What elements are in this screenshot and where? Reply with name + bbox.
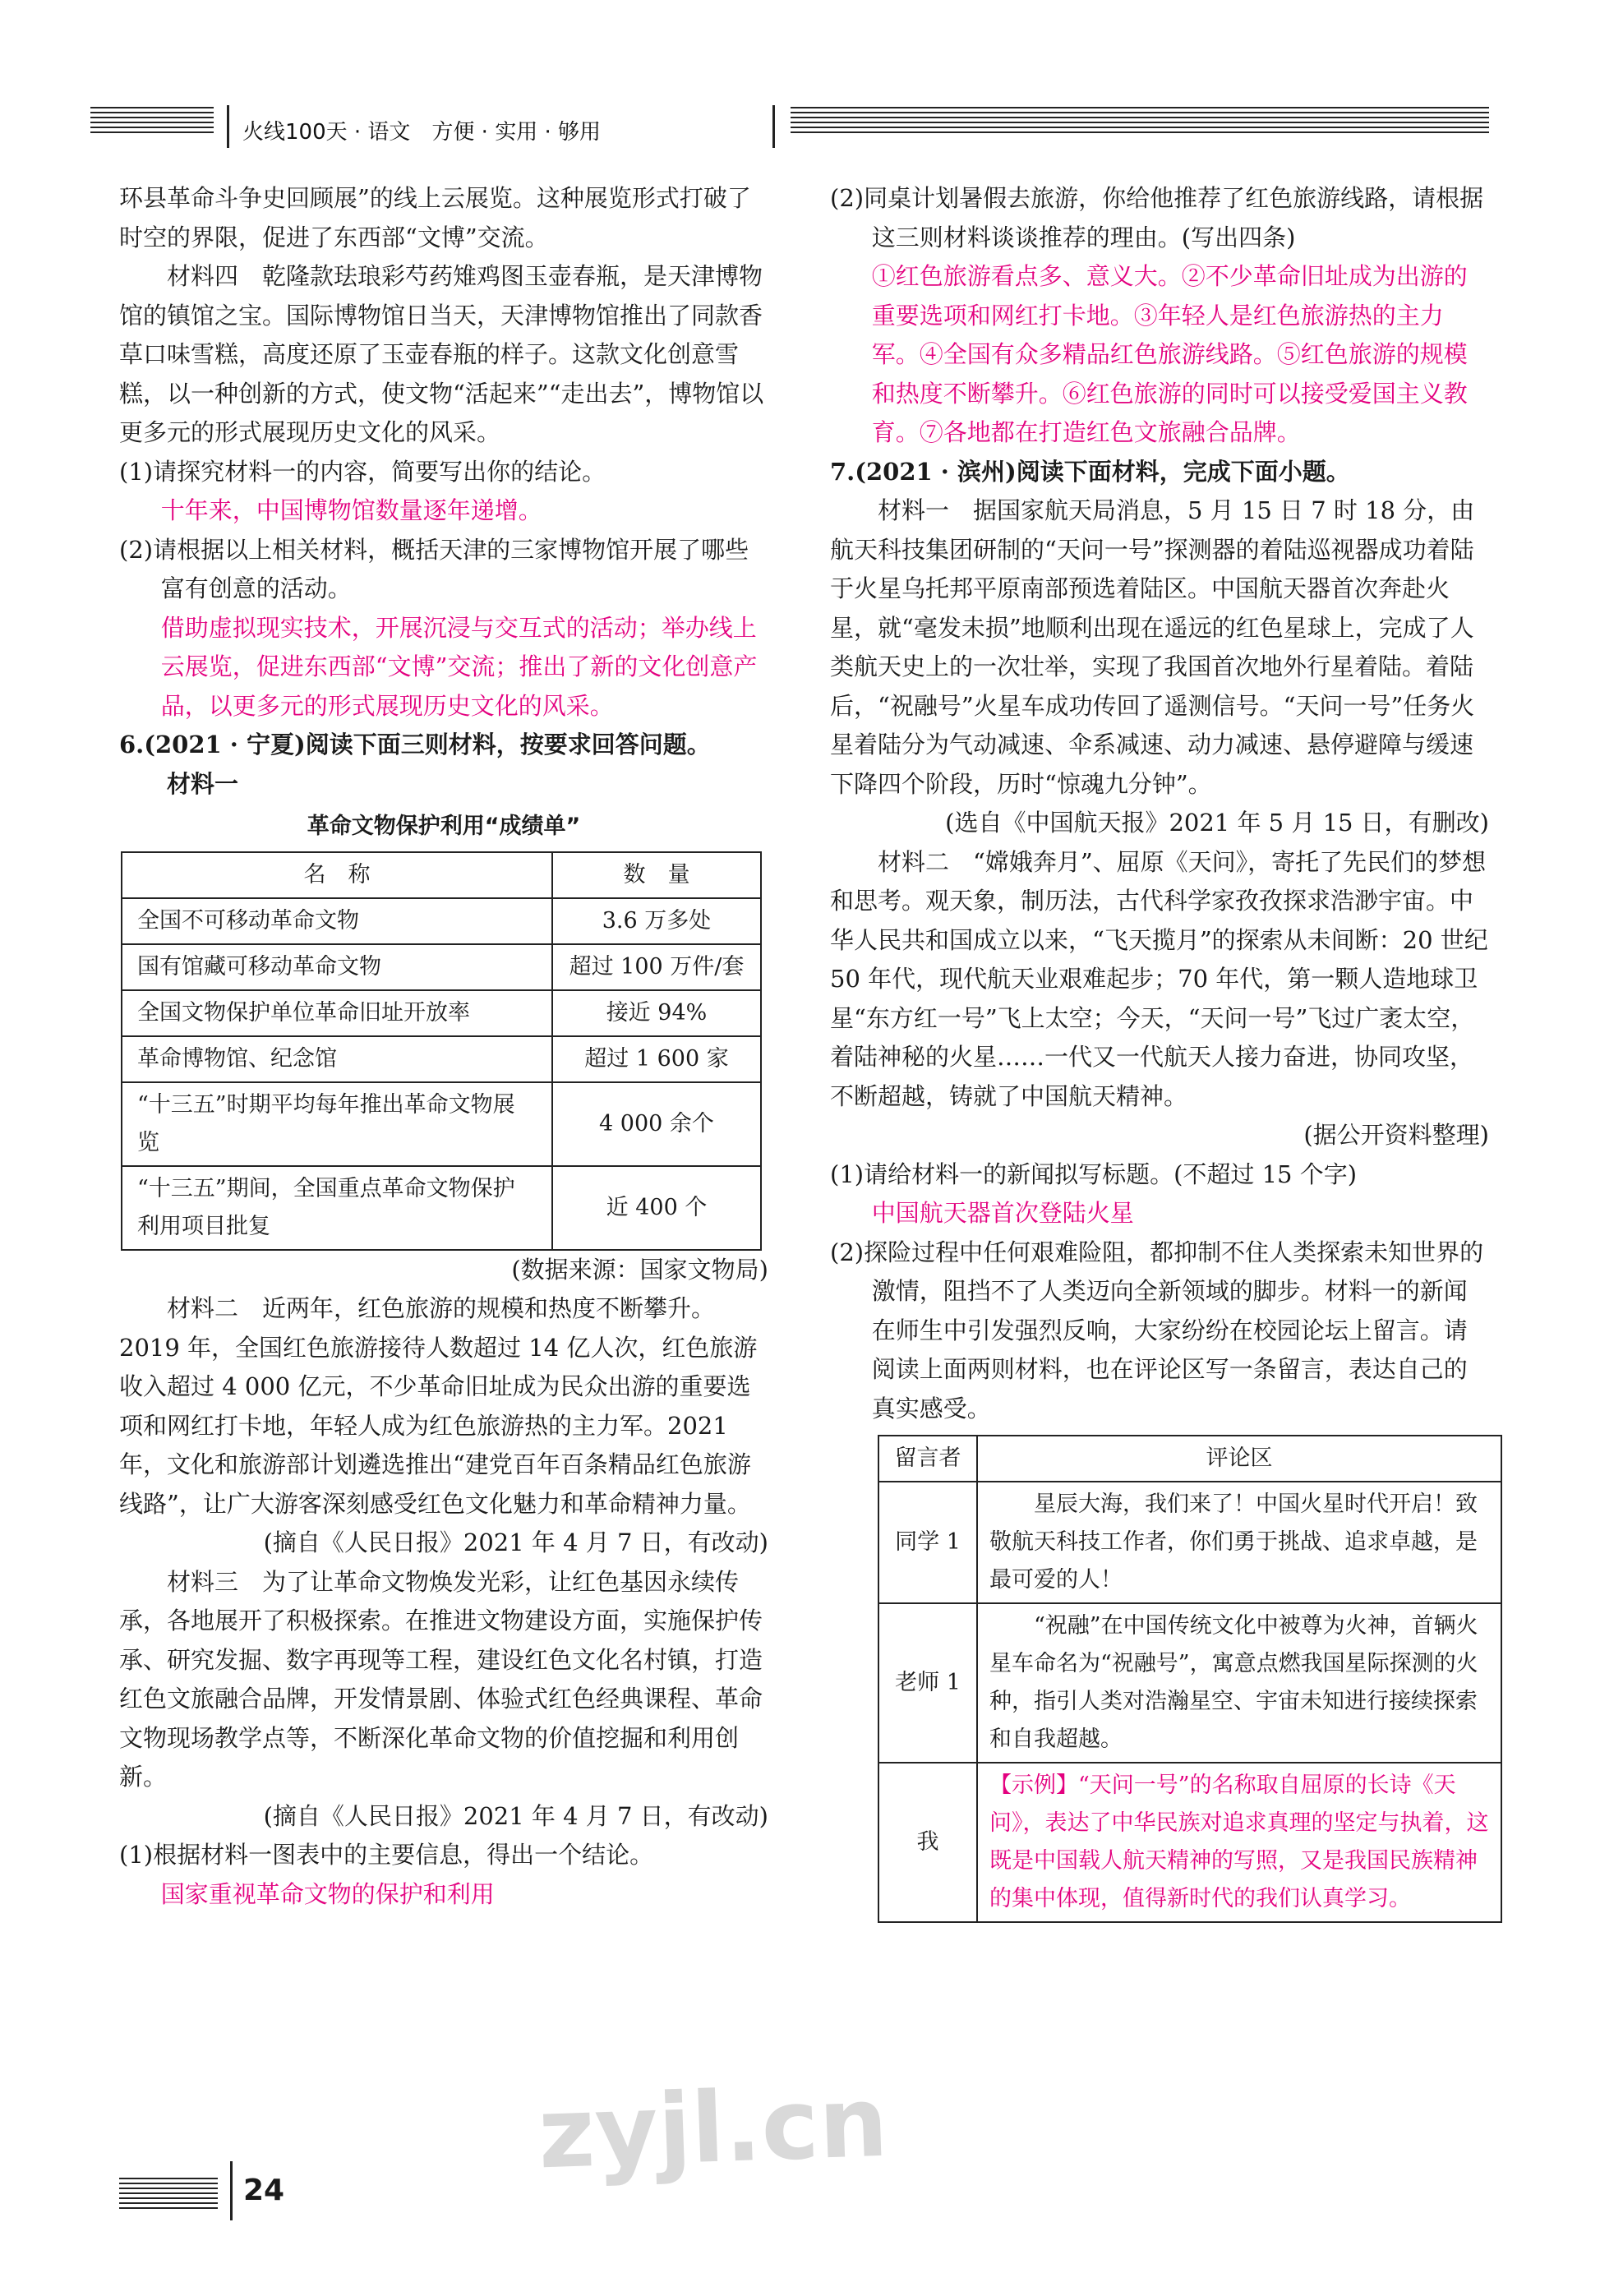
comment-who: 老师 1 <box>878 1603 977 1763</box>
material3-source: (摘自《人民日报》2021 年 4 月 7 日，有改动) <box>263 1801 768 1830</box>
table-cell-count: 4 000 余个 <box>552 1082 761 1166</box>
answer-7-1: 中国航天器首次登陆火星 <box>871 1199 1134 1227</box>
table-header-name: 名 称 <box>122 852 552 898</box>
q7-material2-source: (据公开资料整理) <box>1303 1121 1489 1149</box>
comment-text: “祝融”在中国传统文化中被尊为火神，首辆火星车命名为“祝融号”，寓意点燃我国星际探测的火种，指引人类对浩瀚星空、宇宙未知进行接续探索和自我超越。 <box>977 1603 1501 1763</box>
answer-5-1: 十年来，中国博物馆数量逐年递增。 <box>160 496 542 524</box>
table-title: 革命文物保护利用“成绩单” <box>307 814 581 839</box>
right-column <box>830 179 1489 1923</box>
table-cell-count: 3.6 万多处 <box>552 898 761 944</box>
material2: 材料二 近两年，红色旅游的规模和热度不断攀升。2019 年，全国红色旅游接待人数超过 14 亿人次，红色旅游收入超过 4 000 亿元，不少革命旧址成为民众出游的重要选项和网红打卡地，年轻人成为红色旅游热的主力军。2021 年，文化和旅游部计划遴选推出“建党百年百条精品红色旅游线路”，让广大游客深刻感受红色文化魅力和革命精神力量。 <box>119 1294 758 1518</box>
comment-table <box>878 1435 1502 1923</box>
comment-header-who: 留言者 <box>878 1436 977 1482</box>
answer-5-2: 借助虚拟现实技术，开展沉浸与交互式的活动；举办线上云展览，促进东西部“文博”交流；推出了新的文化创意产品，以更多元的形式展现历史文化的风采。 <box>160 613 758 720</box>
answer-6-2: ①红色旅游看点多、意义大。②不少革命旧址成为出游的重要选项和网红打卡地。③年轻人是红色旅游热的主力军。④全国有众多精品红色旅游线路。⑤红色旅游的规模和热度不断攀升。⑥红色旅游的同时可以接受爱国主义教育。⑦各地都在打造红色文旅融合品牌。 <box>871 262 1468 446</box>
question-5-1: (1)请探究材料一的内容，简要写出你的结论。 <box>119 457 606 486</box>
question-5-2: (2)请根据以上相关材料，概括天津的三家博物馆开展了哪些富有创意的活动。 <box>119 535 749 602</box>
relics-table <box>121 851 762 1251</box>
footer-rule <box>119 2178 218 2209</box>
table-cell-name: 全国不可移动革命文物 <box>122 898 552 944</box>
material3: 材料三 为了让革命文物焕发光彩，让红色基因永续传承，各地展开了积极探索。在推进文物建设方面，实施保护传承、研究发掘、数字再现等工程，建设红色文化名村镇，打造红色文旅融合品牌，开发情景剧、体验式红色经典课程、革命文物现场教学点等，不断深化革命文物的价值挖掘和利用创新。 <box>119 1567 763 1791</box>
table-cell-count: 接近 94% <box>552 990 761 1036</box>
header-divider-left <box>227 105 229 148</box>
table-cell-name: 全国文物保护单位革命旧址开放率 <box>122 990 552 1036</box>
table-cell-name: “十三五”期间，全国重点革命文物保护利用项目批复 <box>122 1166 552 1250</box>
comment-who: 同学 1 <box>878 1482 977 1603</box>
header-rule-right <box>791 107 1489 133</box>
comment-row <box>878 1603 1501 1763</box>
table-row <box>122 1166 761 1250</box>
comment-example-answer: 【示例】“天问一号”的名称取自屈原的长诗《天问》，表达了中华民族对追求真理的坚定与执着，这既是中国载人航天精神的写照，又是我国民族精神的集中体现，值得新时代的我们认真学习。 <box>977 1763 1501 1922</box>
table-source: (数据来源：国家文物局) <box>511 1255 768 1284</box>
table-cell-count: 超过 1 600 家 <box>552 1036 761 1082</box>
table-cell-count: 超过 100 万件/套 <box>552 944 761 990</box>
table-cell-name: 革命博物馆、纪念馆 <box>122 1036 552 1082</box>
question-7: 7.(2021 · 滨州)阅读下面材料，完成下面小题。 <box>830 457 1350 486</box>
material2-source: (摘自《人民日报》2021 年 4 月 7 日，有改动) <box>263 1528 768 1556</box>
table-row <box>122 944 761 990</box>
q7-material2: 材料二 “嫦娥奔月”、屈原《天问》，寄托了先民们的梦想和思考。观天象，制历法，古代科学家孜孜探求浩渺宇宙。中华人民共和国成立以来，“飞天揽月”的探索从未间断：20 世纪 50 年代，现代航天业艰难起步；70 年代，第一颗人造地球卫星“东方红一号”飞上太空；今天，“天问一号”飞过广袤太空，着陆神秘的火星……一代又一代航天人接力奋进，协同攻坚，不断超越，铸就了中国航天精神。 <box>830 847 1488 1110</box>
table-header-row <box>122 852 761 898</box>
comment-who-me: 我 <box>878 1763 977 1922</box>
table-cell-name: “十三五”时期平均每年推出革命文物展览 <box>122 1082 552 1166</box>
table-row <box>122 990 761 1036</box>
footer-divider <box>230 2161 233 2220</box>
page-number: 24 <box>243 2174 285 2207</box>
table-row <box>122 1036 761 1082</box>
comment-row-me <box>878 1763 1501 1922</box>
material4: 材料四 乾隆款珐琅彩芍药雉鸡图玉壶春瓶，是天津博物馆的镇馆之宝。国际博物馆日当天，天津博物馆推出了同款香草口味雪糕，高度还原了玉壶春瓶的样子。这款文化创意雪糕，以一种创新的方式，使文物“活起来”“走出去”，博物馆以更多元的形式展现历史文化的风采。 <box>119 262 764 446</box>
q7-material1-source: (选自《中国航天报》2021 年 5 月 15 日，有删改) <box>945 809 1489 837</box>
comment-header-row <box>878 1436 1501 1482</box>
question-6-2: (2)同桌计划暑假去旅游，你给他推荐了红色旅游线路，请根据这三则材料谈谈推荐的理由。(写出四条) <box>830 184 1484 251</box>
left-column <box>119 179 768 1914</box>
header-divider-right <box>772 105 775 148</box>
table-cell-count: 近 400 个 <box>552 1166 761 1250</box>
material1-label: 材料一 <box>167 769 239 798</box>
q7-material1: 材料一 据国家航天局消息，5 月 15 日 7 时 18 分，由航天科技集团研制的“天问一号”探测器的着陆巡视器成功着陆于火星乌托邦平原南部预选着陆区。中国航天器首次奔赴火星，就“毫发未损”地顺利出现在遥远的红色星球上，完成了人类航天史上的一次壮举，实现了我国首次地外行星着陆。着陆后，“祝融号”火星车成功传回了遥测信号。“天问一号”任务火星着陆分为气动减速、伞系减速、动力减速、悬停避障与缓速下降四个阶段，历时“惊魂九分钟”。 <box>830 496 1475 798</box>
header-title: 火线100天 · 语文 方便 · 实用 · 够用 <box>242 120 602 145</box>
header-rule-left <box>90 107 214 133</box>
material3-continuation: 环县革命斗争史回顾展”的线上云展览。这种展览形式打破了时空的界限，促进了东西部“文博”交流。 <box>119 184 751 251</box>
table-row <box>122 1082 761 1166</box>
question-7-1: (1)请给材料一的新闻拟写标题。(不超过 15 个字) <box>830 1160 1358 1188</box>
comment-row <box>878 1482 1501 1603</box>
table-header-count: 数 量 <box>552 852 761 898</box>
question-6-1: (1)根据材料一图表中的主要信息，得出一个结论。 <box>119 1841 654 1869</box>
table-row <box>122 898 761 944</box>
comment-header-text: 评论区 <box>977 1436 1501 1482</box>
table-cell-name: 国有馆藏可移动革命文物 <box>122 944 552 990</box>
answer-6-1: 国家重视革命文物的保护和利用 <box>160 1879 495 1908</box>
watermark: zyjl.cn <box>536 2064 890 2191</box>
question-7-2: (2)探险过程中任何艰难险阻，都抑制不住人类探索未知世界的激情，阻挡不了人类迈向全新领域的脚步。材料一的新闻在师生中引发强烈反响，大家纷纷在校园论坛上留言。请阅读上面两则材料，也在评论区写一条留言，表达自己的真实感受。 <box>830 1238 1484 1422</box>
question-6: 6.(2021 · 宁夏)阅读下面三则材料，按要求回答问题。 <box>119 731 711 758</box>
comment-text: 星辰大海，我们来了！中国火星时代开启！致敬航天科技工作者，你们勇于挑战、追求卓越，是最可爱的人！ <box>977 1482 1501 1603</box>
